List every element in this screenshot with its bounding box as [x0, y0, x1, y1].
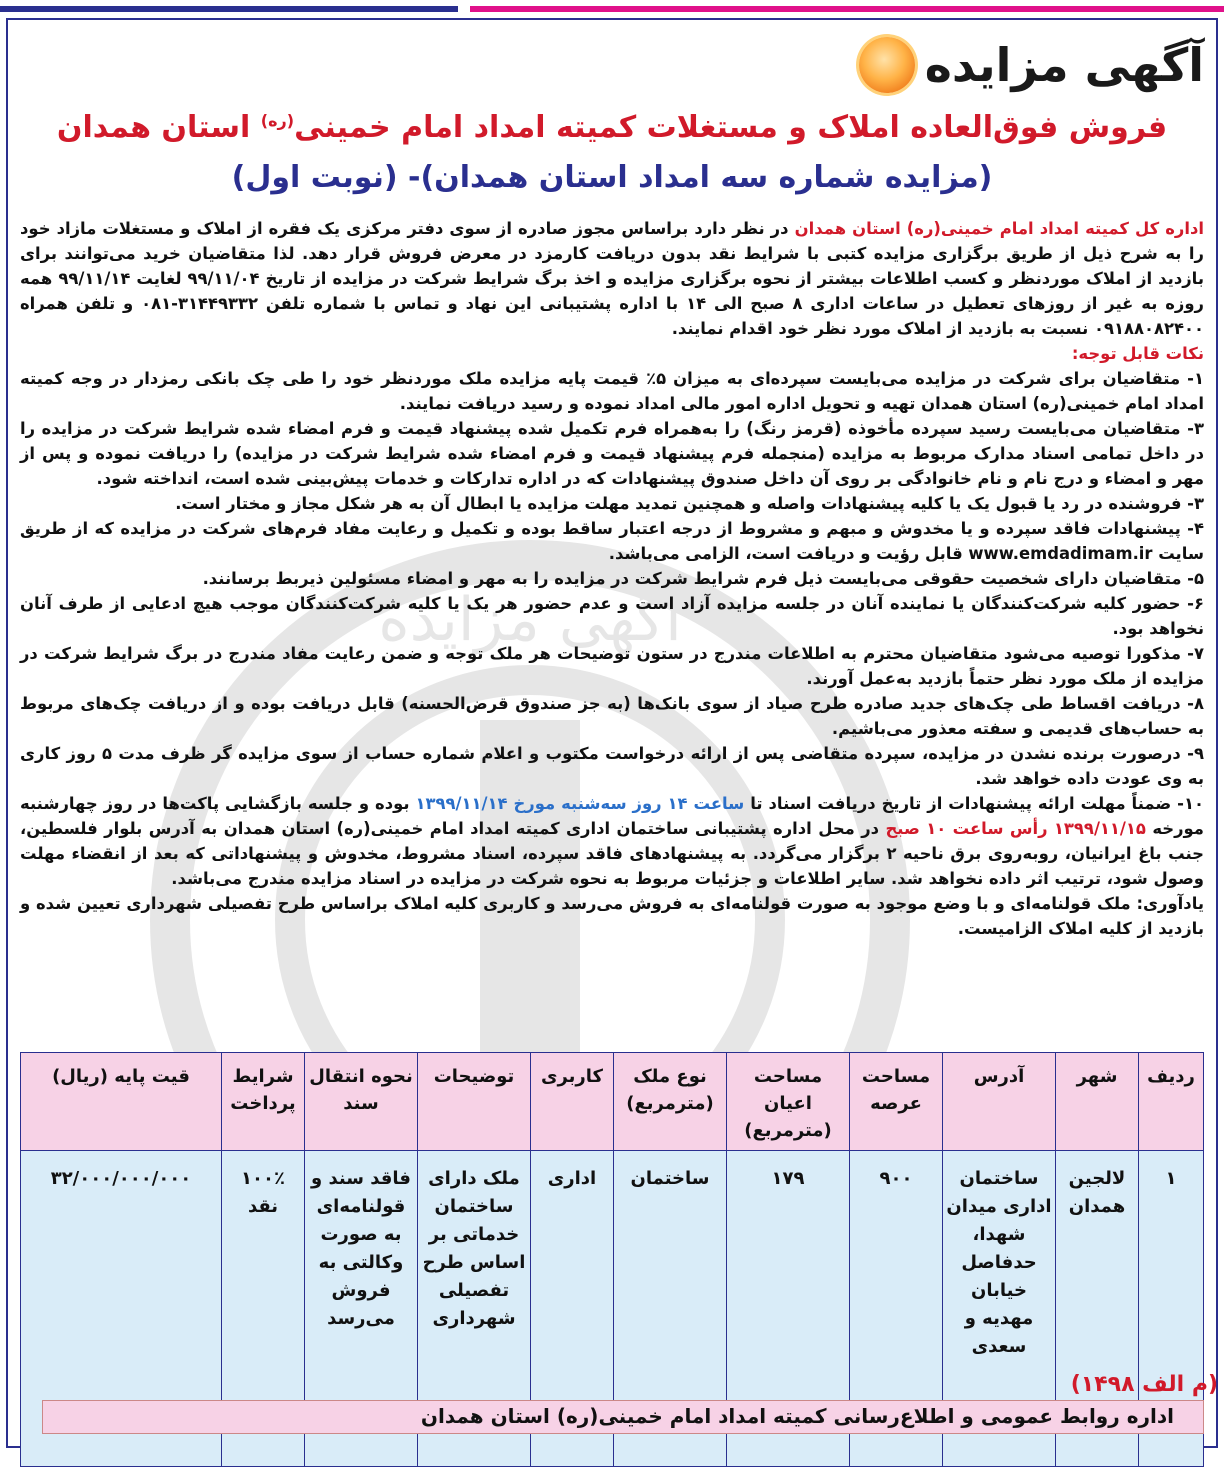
notes-title: نکات قابل توجه:: [1071, 344, 1204, 363]
cell-address: ساختمان اداری میدان شهدا، حدفاصل خیابان مهدیه و سعدی: [943, 1151, 1056, 1467]
th-description: توضیحات: [418, 1053, 531, 1151]
cell-row: ۱: [1139, 1151, 1204, 1467]
note-8: ۸- دریافت اقساط طی چک‌های جدید صادره طرح صیاد از سوی بانک‌ها (به جز صندوق قرض‌الحسنه) قابل دریافت بوده و از دریافت چک‌های مربوط به حساب‌های قدیمی و سفته معذور می‌باشیم.: [20, 694, 1204, 738]
top-pink-bar: [470, 6, 1224, 12]
th-transfer: نحوه انتقال سند: [305, 1053, 418, 1151]
notice-title: آگهی مزایده: [924, 38, 1204, 92]
note-10-deadline: ساعت ۱۴ روز سه‌شنبه مورخ ۱۳۹۹/۱۱/۱۴: [415, 794, 745, 813]
ad-code: (م الف ۱۴۹۸): [1070, 1372, 1218, 1397]
note-6: ۶- حضور کلیه شرکت‌کنندگان یا نماینده آنان در جلسه مزایده آزاد است و عدم حضور هر یک یا کلیه شرکت‌کنندگان موجب هیچ ادعایی از طرف آنان نخواهد بود.: [20, 594, 1204, 638]
footer: [20, 1396, 1204, 1440]
cell-payment: ۱۰۰٪ نقد: [222, 1151, 305, 1467]
cell-usage: اداری: [531, 1151, 614, 1467]
th-row: ردیف: [1139, 1053, 1204, 1151]
main-title-text: فروش فوق‌العاده املاک و مستغلات کمیته امداد امام خمینی: [294, 110, 1168, 145]
note-10-a: ۱۰- ضمناً مهلت ارائه پیشنهادات از تاریخ دریافت اسناد تا: [750, 794, 1204, 813]
th-base-price: قیت پایه (ریال): [21, 1053, 222, 1151]
cell-base-price: ۳۲/۰۰۰/۰۰۰/۰۰۰: [21, 1151, 222, 1467]
note-1: ۱- متقاضیان برای شرکت در مزایده می‌بایست سپرده‌ای به میزان ۵٪ قیمت پایه مزایده ملک موردنظر خود را طی چک بانکی رمزدار در وجه کمیته امداد امام خمینی(ره) استان همدان تهیه و تحویل اداره امور مالی امداد نموده و رسید دریافت نمایند.: [20, 369, 1204, 413]
notice-body: [20, 216, 1204, 941]
th-land-area: مساحت عرصه: [850, 1053, 943, 1151]
cell-land-area: ۹۰۰: [850, 1151, 943, 1467]
top-blue-bar: [0, 6, 458, 12]
footer-office: اداره روابط عمومی و اطلاع‌رسانی کمیته امداد امام خمینی(ره) استان همدان: [420, 1404, 1174, 1428]
watermark-text: آگهی مزایده: [378, 585, 682, 655]
cell-description: ملک دارای ساختمان خدماتی بر اساس طرح تفصیلی شهرداری: [418, 1151, 531, 1467]
note-10-e: در محل اداره پشتیبانی ساختمان اداری کمیته امداد امام خمینی(ره) استان همدان به آدرس بلوار فلسطین، جنب باغ ایرانیان، روبه‌روی برق ناحیه ۲ برگزار می‌گردد. به پیشنهادهای فاقد سپرده، اسناد مشروط، مخدوش و پیشنهاداتی که بعد از انقضاء مهلت وصول شود، ترتیب اثر داده نخواهد شد. سایر اطلاعات و جزئیات مربوط به نحوه شرکت در مزایده در اسناد مزایده مندرج می‌باشد.: [20, 819, 1204, 888]
main-title-province: استان همدان: [56, 110, 251, 145]
sun-logo-icon: [859, 37, 915, 93]
note-4: ۴- پیشنهادات فاقد سپرده و یا مخدوش و مبهم و مشروط از درجه اعتبار ساقط بوده و تکمیل و رعایت مفاد فرم‌های شرکت در مزایده که از طریق سایت www.emdadimam.ir قابل رؤیت و دریافت است، الزامی می‌باشد.: [20, 519, 1204, 563]
cell-property-type: ساختمان: [614, 1151, 727, 1467]
cell-transfer: فاقد سند و قولنامه‌ای به صورت وکالتی به فروش می‌رسد: [305, 1151, 418, 1467]
note-10-opening: ۱۳۹۹/۱۱/۱۵ رأس ساعت ۱۰ صبح: [885, 819, 1146, 838]
main-title: [20, 110, 1204, 145]
intro-text: در نظر دارد براساس مجوز صادره از سوی دفتر مرکزی یک فقره از املاک و مستغلات مازاد خود را به شرح ذیل از طریق برگزاری مزایده کتبی با شرایط نقد بدون دریافت کارمزد در معرض فروش قرار دهد. لذا متقاضیان خرید می‌توانند برای بازدید از املاک موردنظر و کسب اطلاعات بیشتر از نحوه برگزاری مزایده و اخذ برگ شرایط شرکت در مزایده از تاریخ ۹۹/۱۱/۰۴ لغایت ۹۹/۱۱/۱۴ همه روزه به غیر از روزهای تعطیل در ساعات اداری ۸ صبح الی ۱۴ با اداره پشتیبانی این نهاد و تماس با شماره تلفن ۳۱۴۴۹۳۳۲-۰۸۱ و تلفن همراه ۰۹۱۸۸۰۸۲۴۰۰ نسبت به بازدید از املاک مورد نظر خود اقدام نمایند.: [20, 219, 1204, 338]
note-10: [20, 791, 1204, 891]
th-property-type: نوع ملک (مترمربع): [614, 1053, 727, 1151]
cell-city: لالجین همدان: [1056, 1151, 1139, 1467]
intro-paragraph: [20, 216, 1204, 341]
header: [859, 22, 1204, 108]
note-5: ۵- متقاضیان دارای شخصیت حقوقی می‌بایست ذیل فرم شرایط شرکت در مزایده را به مهر و امضاء مسئولین ذیربط برسانند.: [202, 569, 1204, 588]
th-address: آدرس: [943, 1053, 1056, 1151]
main-title-sup: (ره): [260, 111, 295, 130]
th-building-area: مساحت اعیان (مترمربع): [727, 1053, 850, 1151]
sub-title: (مزایده شماره سه امداد استان همدان)- (نوبت اول): [231, 160, 993, 195]
th-city: شهر: [1056, 1053, 1139, 1151]
table-header-row: [21, 1053, 1204, 1151]
intro-org: اداره کل کمیته امداد امام خمینی(ره) استان همدان: [794, 219, 1204, 238]
th-usage: کاربری: [531, 1053, 614, 1151]
note-7: ۷- مذکورا توصیه می‌شود متقاضیان محترم به اطلاعات مندرج در ستون توضیحات هر ملک توجه و ضمن رعایت مفاد مندرج در برگ شرایط شرکت در مزایده از ملک مورد نظر حتماً بازدید به‌عمل آورند.: [20, 644, 1204, 688]
note-9: ۹- درصورت برنده نشدن در مزایده، سپرده متقاضی پس از ارائه درخواست مکتوب و اعلام شماره حساب از سوی مزایده گر ظرف مدت ۵ روز کاری به وی عودت داده خواهد شد.: [20, 744, 1204, 788]
th-payment: شرایط پرداخت: [222, 1053, 305, 1151]
note-2: ۳- متقاضیان می‌بایست رسید سپرده مأخوذه (قرمز رنگ) را به‌همراه فرم تکمیل شده پیشنهاد قیمت و فرم امضاء شده شرایط شرکت در مزایده را در داخل تمامی اسناد مدارک مربوط به مزایده (منجمله فرم پیشنهاد قیمت و فرم امضاء شده شرایط شرکت در مزایده) را دریافت نموده و پس از مهر و امضاء و درج نام و نام خانوادگی بر روی آن داخل صندوق پیشنهادات که در اداره تدارکات و خدمات پیش‌بینی شده است، انداخته شود.: [20, 419, 1204, 488]
cell-building-area: ۱۷۹: [727, 1151, 850, 1467]
note-3: ۳- فروشنده در رد یا قبول یک یا کلیه پیشنهادات واصله و همچنین تمدید مهلت مزایده یا ابطال آن به هر شکل مجاز و مختار است.: [175, 494, 1204, 513]
reminder: یادآوری: ملک قولنامه‌ای و با وضع موجود به صورت قولنامه‌ای به فروش می‌رسد و کاربری کلیه املاک براساس طرح تفصیلی شهرداری تعیین شده و بازدید از کلیه املاک الزامیست.: [20, 894, 1204, 938]
note-10-c: بوده و جلسه بازگشایی پاکت‌ها در روز چهارشنبه مورخه: [20, 794, 1204, 838]
